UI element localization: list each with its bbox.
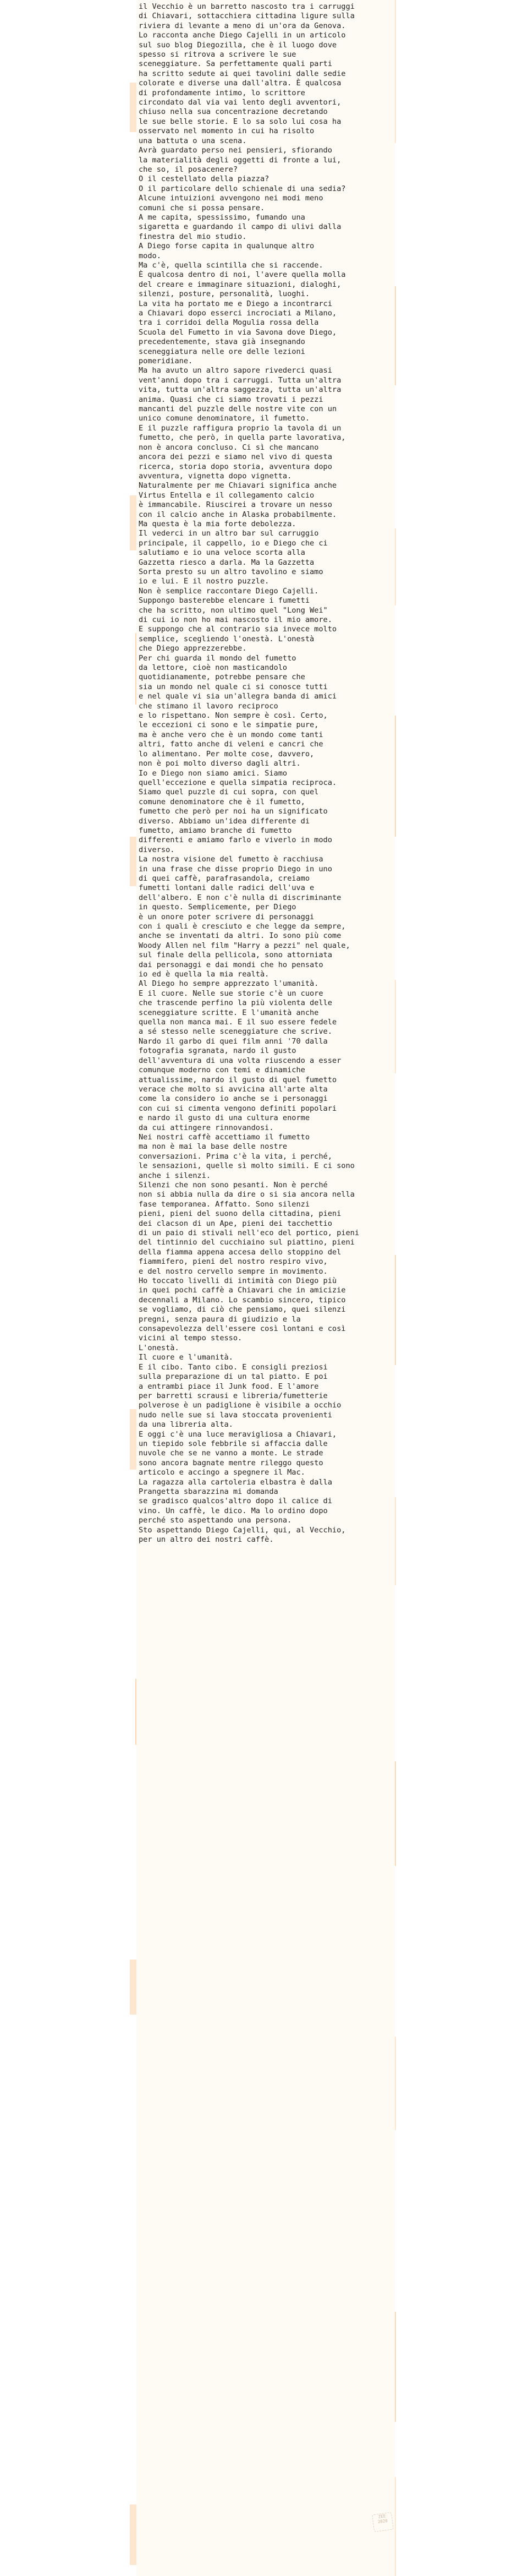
article-line: in questo. Semplicemente, per Diego [139, 903, 296, 912]
left-margin [0, 0, 138, 2576]
article-line: da lettore, cioè non masticandolo [139, 663, 288, 673]
article-line: anche i silenzi. [139, 1171, 211, 1180]
article-line: Avrà guardato perso nei pensieri, sfiorando [139, 146, 332, 155]
article-line: sceneggiature scritte. E l'umanità anche [139, 1008, 319, 1017]
article-line: E il cibo. Tanto cibo. E consigli preziosi [139, 1362, 328, 1372]
article-line: vino. Un caffè, le dico. Ma lo ordino dopo [139, 1506, 328, 1515]
article-line: la materialità degli oggetti di fronte a lui, [139, 155, 342, 165]
article-line: le eccezioni ci sono e le simpatie pure, [139, 721, 319, 730]
article-line: modo. [139, 251, 161, 260]
article-line: vicini al tempo stesso. [139, 1334, 243, 1343]
article-line: Siamo quel puzzle di cui sopra, con quel [139, 788, 319, 797]
article-line: dell'avventura di una volta riuscendo a esser [139, 1056, 342, 1065]
article-line: se gradisco qualcos'altro dopo il calice di [139, 1497, 332, 1506]
article-line: Woody Allen nel film "Harry a pezzi" nel quale, [139, 941, 350, 950]
article-line: diverso. [139, 845, 175, 854]
article-line: a Chiavari dopo esserci incrociati a Milano, [139, 309, 337, 318]
article-line: non si abbia nulla da dire o si sia ancora nella [139, 1190, 355, 1199]
article-line: è un onore poter scrivere di personaggi [139, 912, 315, 921]
article-line: mancanti del puzzle delle nostre vite con un [139, 405, 337, 414]
article-line: consapevolezza dell'essere così lontani e così [139, 1324, 346, 1334]
article-line: con cui si cimenta vengono definiti popolari [139, 1104, 337, 1113]
article-line: nuvole che se ne vanno a monte. Le strade [139, 1449, 323, 1458]
article-line: fumetto, amiamo branche di fumetto [139, 826, 292, 835]
article-line: principale, il cappello, io e Diego che ci [139, 538, 328, 548]
article-line: io e lui. E il nostro puzzle. [139, 577, 270, 586]
article-line: che Diego apprezzerebbe. [139, 644, 247, 653]
article-line: e nel quale vi sia un'allegra banda di amici [139, 692, 337, 701]
article-line: dell'albero. E non c'è nulla di discriminante [139, 893, 342, 902]
article-line: Ma ha avuto un altro sapore rivederci quasi [139, 366, 332, 375]
article-line: che stimano il lavoro reciproco [139, 701, 278, 711]
article-line: La ragazza alla cartoleria elbastra è dalla [139, 1477, 332, 1487]
article-line: attualissime, nardo il gusto di quel fumetto [139, 1075, 337, 1084]
article-line: in quei pochi caffè a Chiavari che in amicizie [139, 1286, 346, 1295]
article-line: comune denominatore che è il fumetto, [139, 797, 305, 806]
article-line: Prangetta sbarazzina mi domanda [139, 1487, 278, 1496]
article-line: per barretti scrausi e libreria/fumetterie [139, 1391, 328, 1400]
right-margin [391, 0, 528, 2576]
article-line: le sue belle storie. E lo sa solo lui cosa ha [139, 117, 342, 126]
article-line: colorate e diverse una dall'altra. È qualcosa [139, 79, 342, 88]
article-line: di cui io non ho mai nascosto il mio amore. [139, 615, 332, 624]
article-line: anche se inventati da altri. Io sono più come [139, 931, 342, 941]
article-line: salutiamo e io una veloce scorta alla [139, 548, 305, 558]
article-line: una battuta o una scena. [139, 136, 247, 145]
article-line: le sensazioni, quelle sì molto simili. E ci sono [139, 1161, 355, 1171]
article-line: vent'anni dopo tra i carruggi. Tutta un'altra [139, 375, 342, 385]
article-line: sia un mondo nel quale ci si conosce tutti [139, 682, 328, 691]
artist-signature-stamp [372, 2512, 394, 2533]
article-line: quella non manca mai. E il suo essere fedele [139, 1018, 337, 1027]
article-line: con il calcio anche in Alaska probabilmente. [139, 510, 337, 519]
article-line: come la considero io anche se i personaggi [139, 1094, 328, 1104]
stamp-line-1: ZEE [378, 2513, 386, 2520]
article-line: io ed è quella la mia realtà. [139, 970, 270, 979]
article-line: verace che molto si avvicina all'arte alta [139, 1084, 328, 1094]
article-line: silenzi, posture, personalità, luoghi. [139, 290, 310, 299]
article-line: fotografia sgranata, nardo il gusto [139, 1046, 296, 1056]
article-line: Virtus Entella e il collegamento calcio [139, 490, 315, 500]
article-line: osservato nel momento in cui ha risolto [139, 127, 315, 136]
article-line: non è ancora concluso. Ci sì che mancano [139, 443, 319, 452]
article-line: tra i corridoi della Mogulia rossa della [139, 318, 319, 328]
article-line: Ma questa è la mia forte debolezza. [139, 519, 296, 528]
article-line: sceneggiatura nelle ore delle lezioni [139, 347, 305, 356]
article-line: semplice, scegliendo l'onestà. L'onestà [139, 634, 315, 643]
article-line: da una libreria alta. [139, 1420, 233, 1429]
article-line: unico comune denominatore, il fumetto. [139, 414, 310, 423]
article-line: a sé stesso nelle sceneggiature che scrive. [139, 1027, 332, 1036]
article-line: sono ancora bagnate mentre rileggo questo [139, 1458, 323, 1467]
article-line: sul finale della pellicola, sono attorniata [139, 951, 332, 960]
article-line: fumetto, che però, in quella parte lavorativa, [139, 433, 346, 443]
article-line: quotidianamente, potrebbe pensare che [139, 673, 305, 682]
article-line: Nardo il garbo di quei film anni '70 dalla [139, 1036, 328, 1046]
article-line: La nostra visione del fumetto è racchiusa [139, 855, 323, 864]
article-line: fumetto che però per noi ha un significato [139, 807, 328, 816]
article-line: differenti e amiamo farlo e viverlo in modo [139, 836, 332, 845]
article-line: che ha scritto, non ultimo quel "Long Wei" [139, 605, 328, 615]
stamp-line-2: 2020 [377, 2518, 388, 2525]
article-line: dei clacson di un Ape, pieni dei tacchettio [139, 1219, 332, 1228]
article-line: e nardo il gusto di una cultura enorme [139, 1114, 310, 1123]
article-line: sigaretta e guardando il campo di ulivi dalla [139, 222, 342, 232]
article-line: anima. Quasi che ci siamo trovati i pezzi [139, 395, 323, 404]
article-line: di quei caffè, parafrasandola, creiamo [139, 874, 310, 883]
article-line: Naturalmente per me Chiavari significa anche [139, 481, 337, 490]
article-line: ricerca, storia dopo storia, avventura dopo [139, 462, 332, 471]
article-line: Al Diego ho sempre apprezzato l'umanità. [139, 979, 319, 989]
article-line: da cui attingere rinnovandosi. [139, 1123, 274, 1132]
article-line: Ma c'è, quella scintilla che si raccende. [139, 260, 323, 270]
article-line: comunque moderno con temi e dinamiche [139, 1066, 305, 1075]
article-line: Nei nostri caffè accettiamo il fumetto [139, 1132, 310, 1142]
article-line: spesso si ritrova a scrivere le sue [139, 50, 296, 59]
article-line: Ho toccato livelli di intimità con Diego più [139, 1276, 337, 1286]
article-line: il Vecchio è un barretto nascosto tra i carruggi [139, 2, 355, 11]
article-line: A me capita, spessissimo, fumando una [139, 212, 305, 222]
article-line: è immancabile. Riuscirei a trovare un nesso [139, 500, 332, 510]
article-line: altri, fatto anche di veleni e cancri che [139, 740, 323, 749]
article-body [139, 2, 392, 1544]
article-line: del tintinnio del cucchiaino sul piattino, pieni [139, 1238, 355, 1247]
article-line: pregni, senza paura di giudizio e la [139, 1314, 301, 1324]
article-line: nudo nelle sue si lava stoccata provenienti [139, 1410, 332, 1420]
article-line: dai personaggi e dai mondi che ho pensato [139, 960, 323, 969]
article-line: Suppongo basterebbe elencare i fumetti [139, 596, 310, 605]
article-line: Non è semplice raccontare Diego Cajelli. [139, 586, 319, 596]
article-line: ma è anche vero che è un mondo come tanti [139, 730, 323, 739]
article-line: circondato dal via vai lento degli avventori, [139, 98, 342, 107]
article-line: Silenzi che non sono pesanti. Non è perché [139, 1180, 328, 1189]
article-line: L'onestà. [139, 1343, 179, 1352]
article-line: avventura, vignetta dopo vignetta. [139, 471, 292, 481]
article-line: La vita ha portato me e Diego a incontrarci [139, 299, 332, 308]
article-line: pieni, pieni del suono della cittadina, pieni [139, 1209, 342, 1219]
article-line: riviera di levante a meno di un'ora da Genova. [139, 21, 346, 30]
article-line: perché sto aspettando una persona. [139, 1516, 292, 1525]
article-line: Scuola del Fumetto in via Savona dove Diego, [139, 328, 337, 337]
article-line: lo alimentano. Per molte cose, davvero, [139, 749, 315, 758]
article-line: articolo e accingo a spegnere il Mac. [139, 1468, 305, 1477]
article-line: Per chi guarda il mondo del fumetto [139, 653, 296, 663]
article-line: con i quali è cresciuto e che legge da sempre, [139, 922, 346, 931]
article-line: ha scritto sedute ai quei tavolini dalle sedie [139, 69, 346, 78]
article-line: finestra del mio studio. [139, 232, 247, 241]
article-line: E suppongo che al contrario sia invece molto [139, 625, 337, 634]
article-line: Lo racconta anche Diego Cajelli in un articolo [139, 31, 346, 40]
article-line: della fiamma appena accesa dello stoppino del [139, 1247, 342, 1257]
article-line: O il particolare dello schienale di una sedia? [139, 184, 346, 193]
article-line: comuni che si possa pensare. [139, 203, 265, 212]
article-line: decennali a Milano. Lo scambio sincero, tipico [139, 1295, 346, 1305]
article-line: diverso. Abbiamo un'idea differente di [139, 816, 310, 826]
article-line: in una frase che disse proprio Diego in uno [139, 864, 332, 874]
article-line: E oggi c'è una luce meravigliosa a Chiavari, [139, 1429, 337, 1439]
article-line: quell'eccezione e quella simpatia reciproca. [139, 778, 337, 787]
article-line: e del nostro cervello sempre in movimento. [139, 1267, 328, 1276]
article-line: O il cestellato della piazza? [139, 174, 270, 184]
article-line: se vogliamo, di ciò che pensiamo, quei silenzi [139, 1305, 346, 1314]
article-line: chiuso nella sua concentrazione decretando [139, 107, 328, 117]
article-line: di Chiavari, sottacchiera cittadina ligure sulla [139, 12, 355, 21]
article-line: pomeridiane. [139, 357, 193, 366]
article-line: sul suo blog Diegozilla, che è il luogo dove [139, 40, 337, 50]
article-line: Sto aspettando Diego Cajelli, qui, al Vecchio, [139, 1525, 346, 1535]
article-line: vita, tutta un'altra saggezza, tutta un'altra [139, 385, 342, 395]
article-line: sulla preparazione di un tal piatto. E poi [139, 1372, 328, 1382]
article-line: polverose è un padiglione è visibile a occhio [139, 1401, 342, 1410]
article-line: E il cuore. Nelle sue storie c'è un cuore [139, 989, 323, 998]
article-line: Il vederci in un altro bar sul carruggio [139, 529, 319, 538]
article-line: È qualcosa dentro di noi, l'avere quella molla [139, 270, 346, 280]
article-line: Il cuore e l'umanità. [139, 1353, 233, 1362]
article-line: per un altro dei nostri caffè. [139, 1535, 274, 1544]
article-line: fiammifero, pieni del nostro respiro vivo, [139, 1257, 328, 1267]
article-line: Io e Diego non siamo amici. Siamo [139, 768, 288, 778]
article-line: ancora dei pezzi e siamo nel vivo di questa [139, 452, 332, 462]
article-line: del creare e immaginare situazioni, dialoghi, [139, 280, 342, 289]
article-line: che so, il posacenere? [139, 165, 238, 174]
article-line: conversazioni. Prima c'è la vita, i perché, [139, 1151, 332, 1161]
article-line: che trascende perfino la più violenta delle [139, 998, 332, 1008]
article-line: fase temporanea. Affatto. Sono silenzi [139, 1199, 310, 1209]
article-line: fumetti lontani dalle radici dell'uva e [139, 883, 315, 893]
article-line: Alcune intuizioni avvengono nei modi meno [139, 194, 323, 203]
article-line: ma non è mai la base delle nostre [139, 1142, 288, 1151]
article-line: Sorta presto su un altro tavolino e siamo [139, 567, 323, 576]
article-line: Gazzetta riesco a darla. Ma la Gazzetta [139, 558, 315, 567]
article-line: E il puzzle raffigura proprio la tavola di un [139, 423, 342, 433]
article-line: e lo rispettano. Non sempre è così. Certo, [139, 711, 328, 721]
article-line: a entrambi piace il Junk food. E l'amore [139, 1382, 319, 1391]
article-line: di profondamente intimo, lo scrittore [139, 88, 305, 97]
article-line: precedentemente, stava già insegnando [139, 337, 305, 347]
article-line: di un paio di stivali nell'eco del portico, pieni [139, 1229, 360, 1237]
article-line: un tiepido sole febbrile si affaccia dalle [139, 1439, 328, 1448]
article-line: non è poi molto diverso dagli altri. [139, 759, 301, 768]
article-line: A Diego forse capita in qualunque altro [139, 242, 315, 251]
article-line: sceneggiature. Sa perfettamente quali parti [139, 59, 332, 69]
